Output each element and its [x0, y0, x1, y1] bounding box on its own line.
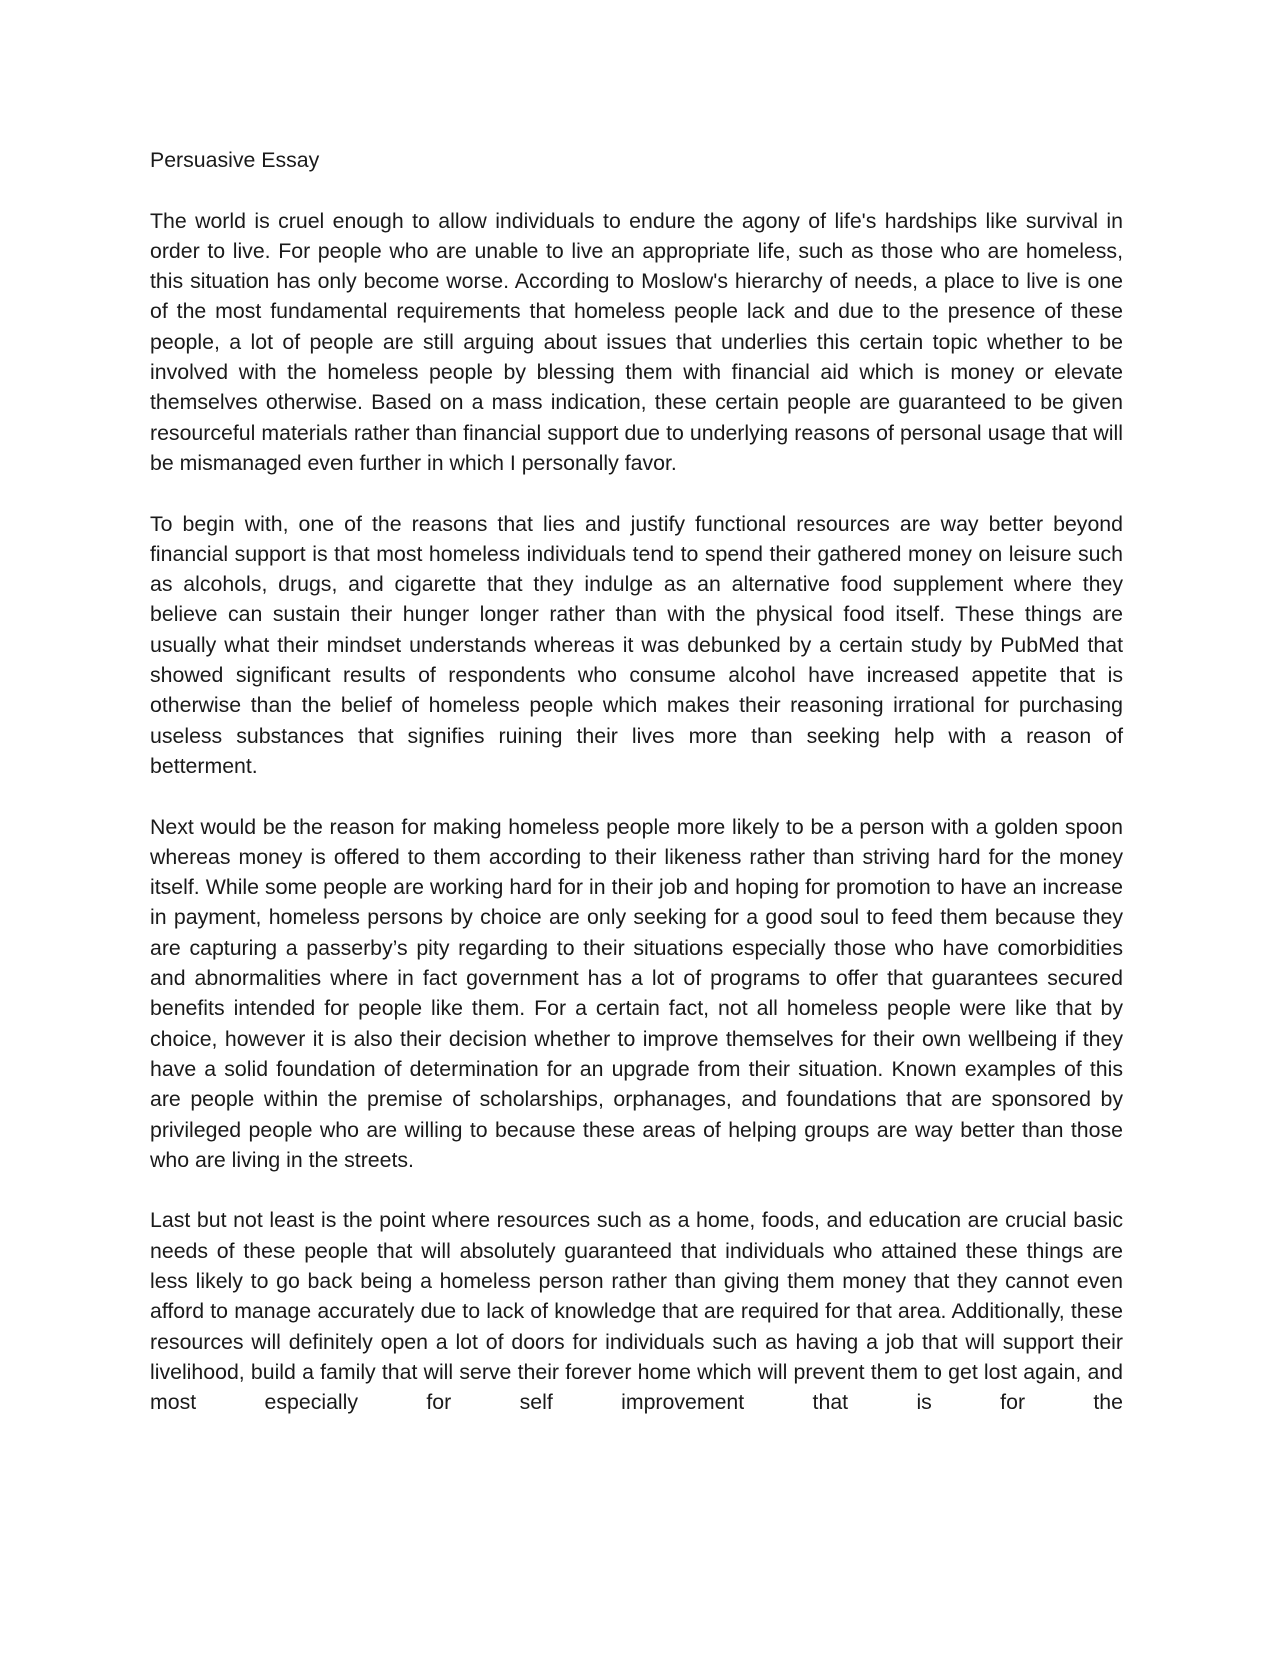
paragraph-second-reason: Next would be the reason for making homeless people more likely to be a person with a golden spoon whereas money is offered to them according to their likeness rather than striving hard for the money itself. While some people are working hard for in their job and hoping for promotion to have an increase in payment, homeless persons by choice are only seeking for a good soul to feed them because they are capturing a passerby’s pity regarding to their situations especially those who have comorbidities and abnormalities where in fact government has a lot of programs to offer that guarantees secured benefits intended for people like them. For a certain fact, not all homeless people were like that by choice, however it is also their decision whether to improve themselves for their own wellbeing if they have a solid foundation of determination for an upgrade from their situation. Known examples of this are people within the premise of scholarships, orphanages, and foundations that are sponsored by privileged people who are willing to because these areas of helping groups are way better than those who are living in the streets. [150, 814, 1123, 1172]
paragraph-intro: The world is cruel enough to allow individuals to endure the agony of life's hardships like survival in order to live. For people who are unable to live an appropriate life, such as those who are homeless, this situation has only become worse. According to Moslow's hierarchy of needs, a place to live is one of the most fundamental requirements that homeless people lack and due to the presence of these people, a lot of people are still arguing about issues that underlies this certain topic whether to be involved with the homeless people by blessing them with financial aid which is money or elevate themselves otherwise. Based on a mass indication, these certain people are guaranteed to be given resourceful materials rather than financial support due to underlying reasons of personal usage that will be mismanaged even further in which I personally favor. [150, 208, 1123, 475]
paragraph-first-reason: To begin with, one of the reasons that lies and justify functional resources are way better beyond financial support is that most homeless individuals tend to spend their gathered money on leisure such as alcohols, drugs, and cigarette that they indulge as an alternative food supplement where they believe can sustain their hunger longer rather than with the physical food itself. These things are usually what their mindset understands whereas it was debunked by a certain study by PubMed that showed significant results of respondents who consume alcohol have increased appetite that is otherwise than the belief of homeless people which makes their reasoning irrational for purchasing useless substances that signifies ruining their lives more than seeking help with a reason of betterment. [150, 511, 1123, 778]
essay-body [150, 145, 1123, 1448]
paragraph-third-reason: Last but not least is the point where resources such as a home, foods, and education are crucial basic needs of these people that will absolutely guaranteed that individuals who attained these things are less likely to go back being a homeless person rather than giving them money that they cannot even afford to manage accurately due to lack of knowledge that are required for that area. Additionally, these resources will definitely open a lot of doors for individuals such as having a job that will support their livelihood, build a family that will serve their forever home which will prevent them to get lost again, and most especially for self improvement that is for the [150, 1208, 1123, 1415]
essay-title: Persuasive Essay [150, 148, 320, 172]
